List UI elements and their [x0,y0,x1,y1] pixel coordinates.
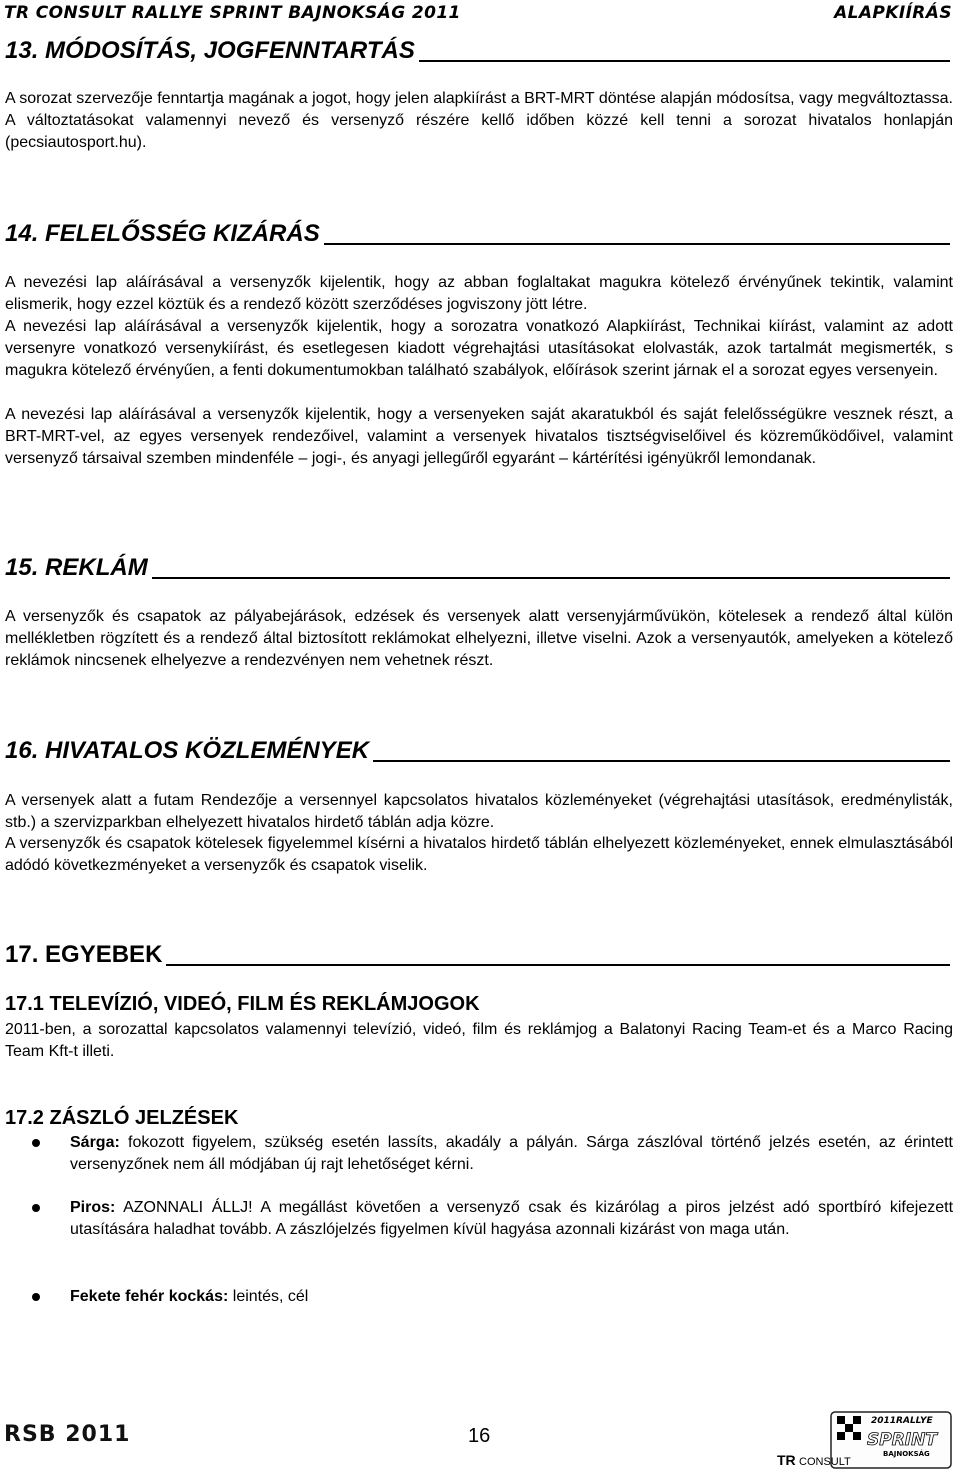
section-15-heading [5,553,950,583]
section-16-paragraph-1: A versenyek alatt a futam Rendezője a versennyel kapcsolatos hivatalos közleményeket (végrehajtási utasítások, eredménylisták, stb.) a szervizparkban elhelyezett hivatalos hirdető táblán adja közre. [5,792,953,831]
heading-rule [166,964,950,966]
flag-checkered-label: Fekete fehér kockás: [70,1288,229,1305]
logo-year: 2011RALLYE [871,1416,933,1426]
section-14-heading [5,219,950,249]
section-13-title: 13. MÓDOSÍTÁS, JOGFENNTARTÁS [5,37,415,64]
heading-rule [373,760,950,762]
footer-series-label: RSB 2011 [4,1422,131,1447]
heading-rule [419,60,950,62]
header-doc-type: ALAPKIÍRÁS [834,3,952,23]
section-16-paragraph-2: A versenyzők és csapatok kötelesek figyelemmel kísérni a hivatalos hirdető táblán elhelyezett közleményeket, ennek elmulasztásából adódó következményeket a versenyzők és csapatok viselik. [5,835,953,874]
section-17-title: 17. EGYEBEK [5,941,163,968]
logo-brand-consult: CONSULT [799,1456,851,1468]
section-16-title: 16. HIVATALOS KÖZLEMÉNYEK [5,737,370,764]
page-number: 16 [468,1425,491,1447]
bullet-icon [32,1139,40,1147]
section-14-paragraph-2: A nevezési lap aláírásával a versenyzők kijelentik, hogy a sorozatra vonatkozó Alapkiírást, Technikai kiírást, valamint az adott versenyre vonatkozó versenykiírást, és esetlegesen kiadott végrehajtási utasításokat elolvasták, azok tartalmát megismerték, s magukra kötelező érvényűen, a fenti dokumentumokban található szabályok, előírások szerint járnak el a sorozat egyes versenyein. [5,318,953,379]
section-15-paragraph: A versenyzők és csapatok az pályabejárások, edzések és versenyek alatt versenyjárművükön, kötelesek a rendező által külön mellékletben rögzített és a rendező által biztosított reklámokat elhelyezni, illetve viselni. Azok a versenyautók, amelyeken a kötelező reklámok nincsenek elhelyezve a rendezvényen nem vehetnek részt. [5,608,953,669]
page-header [0,0,960,30]
header-title: TR CONSULT RALLYE SPRINT BAJNOKSÁG 2011 [4,3,461,23]
section-13-heading [5,36,950,66]
section-14-paragraph-3: A nevezési lap aláírásával a versenyzők kijelentik, hogy a versenyeken saját akaratukból és saját felelősségükre vesznek részt, a BRT-MRT-vel, az egyes versenyek rendezőivel, valamint a versenyek hivatalos tisztségviselőivel és közreműködőivel, valamint versenyző társaival szemben mindenféle – jogi-, és anyagi jellegűről egyaránt – kártérítési igényükről lemondanak. [5,406,953,467]
bullet-icon [32,1204,40,1212]
logo-bajnoksag: BAJNOKSÁG [883,1450,930,1458]
heading-rule [324,243,950,245]
flag-yellow-text: fokozott figyelem, szükség esetén lassíts, akadály a pályán. Sárga zászlóval történő jelzés esetén, az érintett versenyzőnek nem áll módjában új rajt lehetőséget kérni. [70,1134,953,1173]
section-14-title: 14. FELELŐSSÉG KIZÁRÁS [5,220,320,247]
flag-yellow-item [5,1132,953,1176]
section-14-paragraph-1: A nevezési lap aláírásával a versenyzők kijelentik, hogy az abban foglaltakat magukra kötelező érvényűnek tekintik, valamint elismerik, hogy ezzel köztük és a rendező között szerződéses jogviszony jött létre. [5,274,953,313]
rallye-sprint-logo [775,1410,953,1470]
section-16-heading [5,736,950,766]
logo-brand-tr: TR [777,1452,796,1468]
flag-red-label: Piros: [70,1199,116,1216]
section-17-2-title: 17.2 ZÁSZLÓ JELZÉSEK [5,1107,239,1129]
flag-red-item [5,1197,953,1241]
section-17-1-title: 17.1 TELEVÍZIÓ, VIDEÓ, FILM ÉS REKLÁMJOGOK [5,993,480,1015]
section-13-paragraph: A sorozat szervezője fenntartja magának a jogot, hogy jelen alapkiírást a BRT-MRT döntése alapján módosítsa, vagy megváltoztassa. A változtatásokat valamennyi nevező és versenyző részére kellő időben közzé kell tenni a sorozat hivatalos honlapján (pecsiautosport.hu). [5,90,953,151]
flag-yellow-label: Sárga: [70,1134,120,1151]
section-15-title: 15. REKLÁM [5,554,148,581]
flag-checkered-text: leintés, cél [232,1288,309,1305]
section-17-heading [5,940,950,970]
flag-red-text: AZONNALI ÁLLJ! A megállást követően a versenyző csak és kizárólag a piros jelzést adó sportbíró kifejezett utasítására haladhat tovább. A zászlójelzés figyelmen kívül hagyása azonnali kizárást von maga után. [70,1199,954,1238]
logo-sprint: SPRINT [867,1430,937,1450]
bullet-icon [32,1293,40,1301]
flag-checkered-item [5,1286,953,1308]
section-17-1-paragraph: 2011-ben, a sorozattal kapcsolatos valamennyi televízió, videó, film és reklámjog a Balatonyi Racing Team-et és a Marco Racing Team Kft-t illeti. [5,1021,953,1060]
heading-rule [152,577,950,579]
